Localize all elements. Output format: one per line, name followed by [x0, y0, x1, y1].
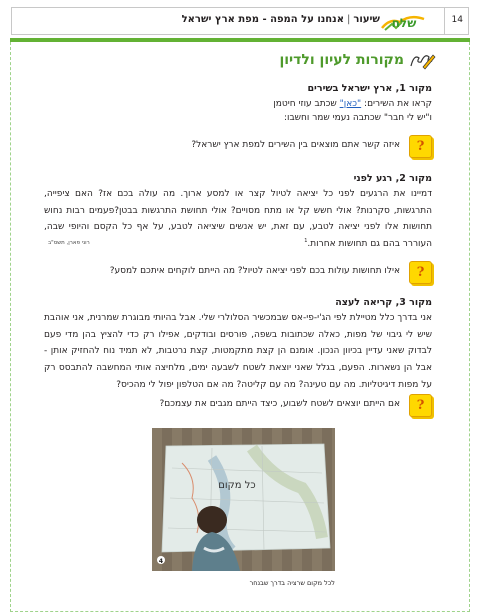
map-handwritten-label: כל מקום: [218, 480, 256, 491]
photo-corner-number: 4: [158, 558, 164, 565]
source-3-title: מקור 3, קריאה לעצה: [335, 297, 432, 308]
lesson-title: שיעור|אנחנו על המפה - מפת ארץ ישראל: [181, 14, 380, 25]
question-3-text: אם הייתם יוצאים לשטח לשבוע, כיצד הייתם מגבים את עצמכם?: [159, 399, 400, 409]
source-3-text: אני בדרך כלל מטיילת לפי הג'י-פי-אס שבמכשיר הסלולרי שלי. אבל בהיותי מבוגרת שמרנית, אני אוהבת שיש לי גיבוי של מפות, כאלה שכתובות בשפה, פורסים ובודקים, אפילו רק כדי להציץ בהן מדי פעם לבדוק שאני עדיין בכיוון הנכון. אומנם הן קצת מתקמטות, קצת נרטבות, לא תמיד נוח להחזיק אותן - אבל הן נשארות. הפעם, בגלל שאני יוצאת לשטח לשבעה ימים, מלחיצה אותי המחשבה להתבסס רק על מפות דיגיטליות. מה עם טעינה? מה עם קליטה? מה אם הטלפון יפול לי מהכיס?: [44, 313, 432, 390]
song-kan-link[interactable]: "כאן": [339, 99, 362, 109]
question-2-text: אילו תחושות עולות בכם לפני יציאה לטיול? מה הייתם לוקחים איתכם למסע?: [109, 266, 400, 276]
page-number-box: [444, 8, 468, 34]
source-2-credit: רוני פארן, תשס"ב: [48, 240, 90, 246]
page-number: 14: [451, 15, 463, 25]
question-mark-icon: [409, 135, 432, 158]
source-1-text: [44, 97, 432, 126]
question-mark-glyph: ?: [416, 139, 425, 154]
child-with-map-photo: [152, 428, 335, 571]
page-header: [11, 7, 469, 35]
photo-caption: לכל מקום שרציה בדרך שבנחר: [249, 579, 335, 587]
source-2-paragraph: דמיינו את הרגעים לפני כל יציאה לטיול קצר או למסע ארוך. מה עולה בכם אז? האם ציפייה, התרגשות, סקרנות? אולי חשש קל או מתח מסויים? אולי תחושת התרגשות בבטן?פעמים רבות נחוש תחושות אלו לפני יציאה לטבע, עם זאת, יש אנשים שיציאה לטבע, על אף כל הקסם והיופי שבה, העוררר בהם גם תחושות אחרות.: [44, 189, 432, 249]
lesson-label: שיעור: [353, 14, 380, 25]
pencil-quote-icon: [408, 49, 436, 71]
question-mark-icon: [409, 394, 432, 417]
source-1-line-1-post: שכתב עוזי חיטמן: [273, 99, 340, 109]
source-2-text: [44, 186, 432, 253]
question-2: [44, 261, 432, 287]
question-mark-glyph: ?: [416, 265, 425, 280]
question-3: [44, 394, 432, 420]
lesson-subtitle: אנחנו על המפה - מפת ארץ ישראל: [181, 14, 344, 25]
question-1: [44, 135, 432, 161]
source-2-title: מקור 2, רגע לפני: [353, 173, 432, 184]
source-1-line-1-pre: קראו את השירים:: [361, 99, 432, 109]
source-1-line-2: ו"יש לי חבר" שכתבה נעמי שמר וחשבו:: [283, 113, 432, 124]
question-mark-icon: [409, 261, 432, 284]
question-mark-glyph: ?: [416, 398, 425, 413]
logo-text: שלח: [391, 16, 417, 30]
source-1-line-1: [44, 97, 432, 111]
question-1-text: איזה קשר אתם מוצאים בין השירים למפת ארץ ישראל?: [191, 140, 400, 150]
section-title: מקורות לעיון ולדיון: [279, 52, 404, 68]
source-1-title: מקור 1, ארץ ישראל בשירים: [307, 83, 432, 94]
shelach-logo: [380, 10, 428, 32]
footnote-mark: 1: [304, 237, 308, 244]
